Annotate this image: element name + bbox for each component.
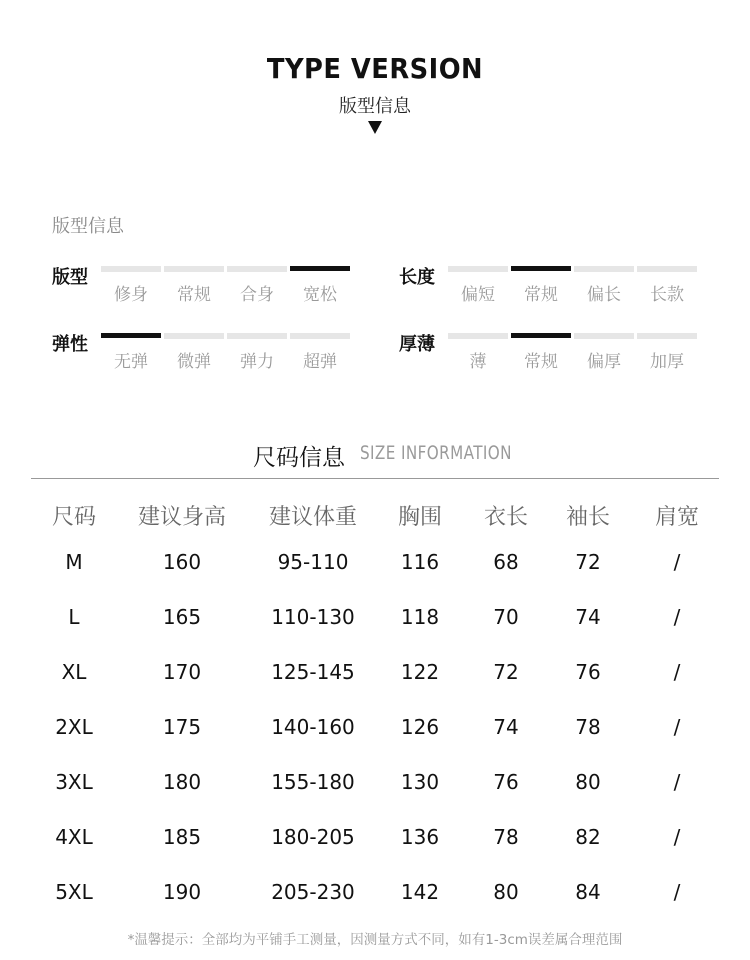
level-segment [227,266,287,272]
table-cell: 170 [162,660,202,684]
attr-option-label: 合身 [240,285,274,305]
level-segment [448,266,508,272]
table-cell: 72 [575,550,601,574]
table-cell: 125-145 [271,660,355,684]
table-cell: 76 [493,770,519,794]
table-cell: 142 [400,880,440,904]
footer-note: *温馨提示：全部均为平铺手工测量，因测量方式不同，如有1-3cm误差属合理范围 [127,932,623,948]
table-cell: 74 [575,605,601,629]
table-cell: / [673,880,681,904]
table-cell: 116 [400,550,440,574]
table-header-cell: 建议体重 [268,505,357,530]
table-cell: M [65,550,83,574]
level-segment [574,266,634,272]
table-cell: 122 [400,660,440,684]
table-cell: / [673,660,681,684]
table-header-cell: 胸围 [397,505,442,530]
level-segment-selected [290,266,350,271]
table-cell: 68 [493,550,519,574]
level-segment [164,333,224,339]
size-title-en: SIZE INFORMATION [360,442,512,464]
table-cell: 118 [400,605,440,629]
table-cell: 126 [400,715,440,739]
table-cell: / [673,715,681,739]
table-cell: 130 [400,770,440,794]
level-segment-selected [511,266,571,271]
table-cell: 110-130 [271,605,355,629]
level-segment [164,266,224,272]
table-cell: L [68,605,80,629]
table-cell: 80 [575,770,601,794]
level-segment [574,333,634,339]
level-segment-selected [511,333,571,338]
attr-option-label: 常规 [524,352,558,372]
table-cell: 175 [162,715,202,739]
attr-option-label: 微弹 [177,352,211,372]
table-cell: 165 [162,605,202,629]
attr-option-label: 偏厚 [587,352,621,372]
table-cell: 74 [493,715,519,739]
attr-option-label: 超弹 [303,352,337,372]
level-segment-selected [101,333,161,338]
attr-option-label: 加厚 [650,352,684,372]
table-cell: 180-205 [271,825,355,849]
type-version-title: TYPE VERSION [266,52,484,85]
table-header-cell: 尺码 [51,505,96,530]
table-cell: 136 [400,825,440,849]
attr-name: 厚薄 [399,334,435,355]
table-cell: 76 [575,660,601,684]
level-segment [101,266,161,272]
table-cell: 140-160 [271,715,355,739]
attr-option-label: 薄 [469,352,487,372]
table-header-cell: 肩宽 [654,505,699,530]
table-cell: 84 [575,880,601,904]
attr-option-label: 长款 [650,285,684,305]
attr-option-label: 无弹 [114,352,148,372]
level-segment [227,333,287,339]
table-cell: 160 [162,550,202,574]
attr-option-label: 偏长 [587,285,621,305]
table-cell: 80 [493,880,519,904]
table-cell: 2XL [55,715,93,739]
attr-option-label: 宽松 [303,285,337,305]
table-cell: 205-230 [271,880,355,904]
table-header-cell: 衣长 [483,505,528,530]
table-cell: / [673,550,681,574]
table-cell: 185 [162,825,202,849]
table-cell: 95-110 [277,550,349,574]
attr-name: 弹性 [52,334,88,355]
size-title-cn: 尺码信息 [253,445,345,471]
level-segment [290,333,350,339]
fit-section-label: 版型信息 [52,216,124,237]
attr-option-label: 常规 [524,285,558,305]
table-cell: / [673,605,681,629]
arrow-down-icon [368,121,382,134]
attr-option-label: 常规 [177,285,211,305]
attr-option-label: 弹力 [240,352,274,372]
table-cell: 72 [493,660,519,684]
table-cell: 70 [493,605,519,629]
table-cell: / [673,770,681,794]
attr-name: 长度 [399,267,435,288]
table-cell: 5XL [55,880,93,904]
level-segment [448,333,508,339]
table-cell: 78 [575,715,601,739]
attr-option-label: 偏短 [461,285,495,305]
level-segment [637,266,697,272]
table-cell: / [673,825,681,849]
table-cell: 190 [162,880,202,904]
level-segment [637,333,697,339]
attr-name: 版型 [52,267,88,288]
table-header-cell: 袖长 [565,505,610,530]
table-cell: 78 [493,825,519,849]
table-cell: 4XL [55,825,93,849]
type-version-subtitle: 版型信息 [339,96,411,117]
table-cell: 3XL [55,770,93,794]
table-cell: XL [61,660,87,684]
table-cell: 82 [575,825,601,849]
size-divider [31,478,719,479]
table-header-cell: 建议身高 [137,505,226,530]
table-cell: 155-180 [271,770,355,794]
table-cell: 180 [162,770,202,794]
attr-option-label: 修身 [114,285,148,305]
